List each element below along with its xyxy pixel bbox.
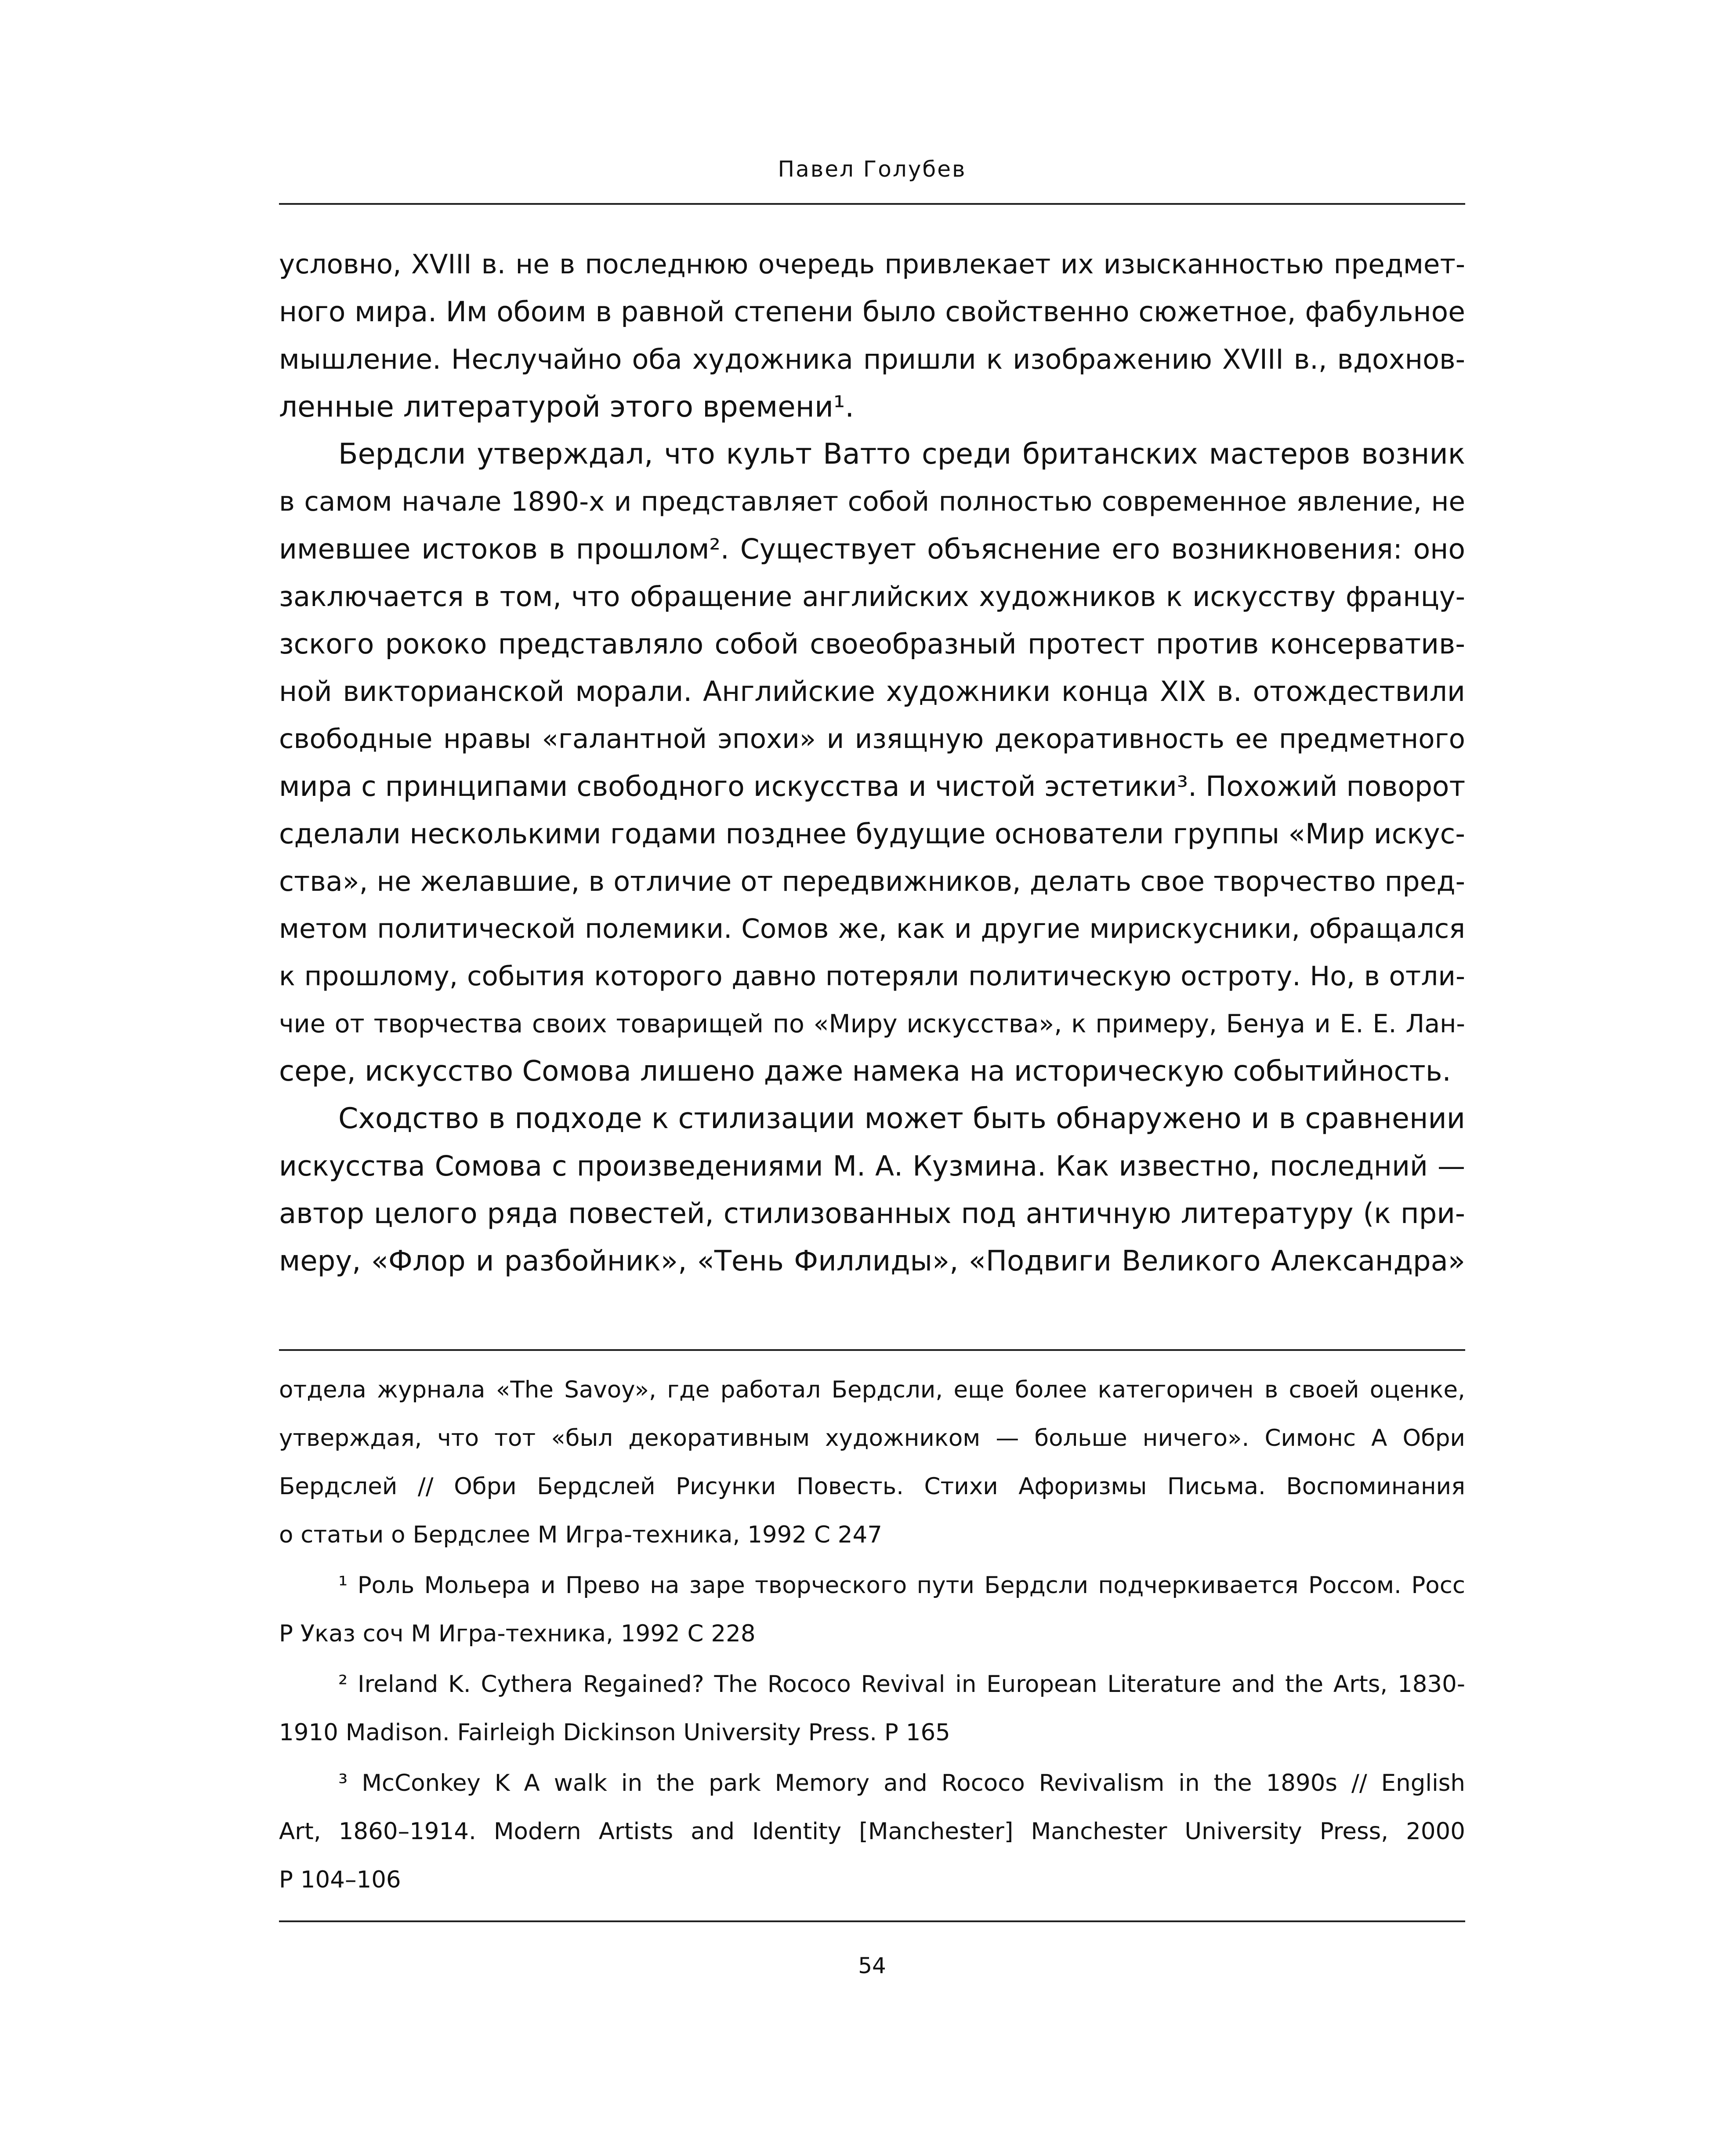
header-rule [279,203,1465,205]
footnote-line: ³ McConkey K A walk in the park Memory and Rococo Revivalism in the 1890s // English [338,1770,1465,1797]
text-line: к прошлому, события которого давно потеряли политическую остроту. Но, в отли- [279,961,1465,992]
footnote-line: P 104–106 [279,1866,401,1893]
footnote-3 [279,1759,1465,1904]
footnote-line: Art, 1860–1914. Modern Artists and Identity [Manchester] Manchester University Press, 2000 [279,1818,1465,1845]
footnote-rule [279,1349,1465,1351]
text-line: ного мира. Им обоим в равной степени было свойственно сюжетное, фабульное [279,296,1465,328]
running-head: Павел Голубев [778,156,967,182]
body-text [279,241,1465,1285]
text-line: условно, XVIII в. не в последнюю очередь привлекает их изысканностью предмет- [279,249,1465,280]
footnote-2 [279,1660,1465,1757]
footnote-line: Р Указ соч М Игра-техника, 1992 С 228 [279,1620,756,1647]
text-line: ленные литературой этого времени¹. [279,390,855,424]
footnotes [279,1366,1465,1904]
paragraph-1 [279,241,1465,431]
text-line: меру, «Флор и разбойник», «Тень Филлиды», «Подвиги Великого Александра» [279,1245,1465,1278]
footnote-1 [279,1561,1465,1658]
text-line: чие от творчества своих товарищей по «Миру искусства», к примеру, Бенуа и Е. Е. Лан- [279,1009,1465,1038]
footnote-line: отдела журнала «The Savoy», где работал Бердсли, еще более категоричен в своей оценке, [279,1376,1465,1403]
text-line: Сходство в подходе к стилизации может быть обнаружено и в сравнении [338,1102,1465,1135]
text-line: автор целого ряда повестей, стилизованных под античную литературу (к при- [279,1198,1465,1230]
footnote-line: 1910 Madison. Fairleigh Dickinson University Press. P 165 [279,1719,950,1746]
text-line: ной викторианской морали. Английские художники конца XIX в. отождествили [279,675,1465,708]
text-line: сделали несколькими годами позднее будущие основатели группы «Мир искус- [279,818,1465,850]
text-line: Бердсли утверждал, что культ Ватто среди британских мастеров возник [338,438,1465,471]
text-line: заключается в том, что обращение английских художников к искусству францу- [279,581,1465,613]
text-line: свободные нравы «галантной эпохи» и изящную декоративность ее предметного [279,723,1465,755]
footnote-line: ¹ Роль Мольера и Прево на заре творческого пути Бердсли подчеркивается Россом. Росс [338,1572,1465,1599]
text-line: зского рококо представляло собой своеобразный протест против консерватив- [279,628,1465,660]
text-line: метом политической полемики. Сомов же, как и другие мирискусники, обращался [279,913,1465,944]
text-line: мышление. Неслучайно оба художника пришли к изображению XVIII в., вдохнов- [279,343,1465,375]
text-line: ства», не желавшие, в отличие от передвижников, делать свое творчество пред- [279,865,1465,897]
footnote-line: утверждая, что тот «был декоративным художником — больше ничего». Симонс А Обри [279,1425,1465,1452]
text-line: сере, искусство Сомова лишено даже намека на историческую событийность. [279,1055,1451,1088]
paragraph-3 [279,1095,1465,1285]
text-line: искусства Сомова с произведениями М. А. Кузмина. Как известно, последний — [279,1150,1465,1182]
paragraph-2 [279,431,1465,1095]
page-number: 54 [858,1953,886,1978]
footnote-line: ² Ireland K. Cythera Regained? The Rococo Revival in European Literature and the Arts, 1830- [338,1671,1465,1698]
text-line: мира с принципами свободного искусства и чистой эстетики³. Похожий поворот [279,770,1465,802]
footnote-line: Бердслей // Обри Бердслей Рисунки Повесть. Стихи Афоризмы Письма. Воспоминания [279,1473,1465,1500]
text-line: имевшее истоков в прошлом². Существует объяснение его возникновения: оно [279,533,1465,565]
text-line: в самом начале 1890-х и представляет собой полностью современное явление, не [279,486,1465,517]
footnote-continuation [279,1366,1465,1559]
footer-rule [279,1920,1465,1922]
footnote-line: о статьи о Бердслее М Игра-техника, 1992 С 247 [279,1521,882,1548]
